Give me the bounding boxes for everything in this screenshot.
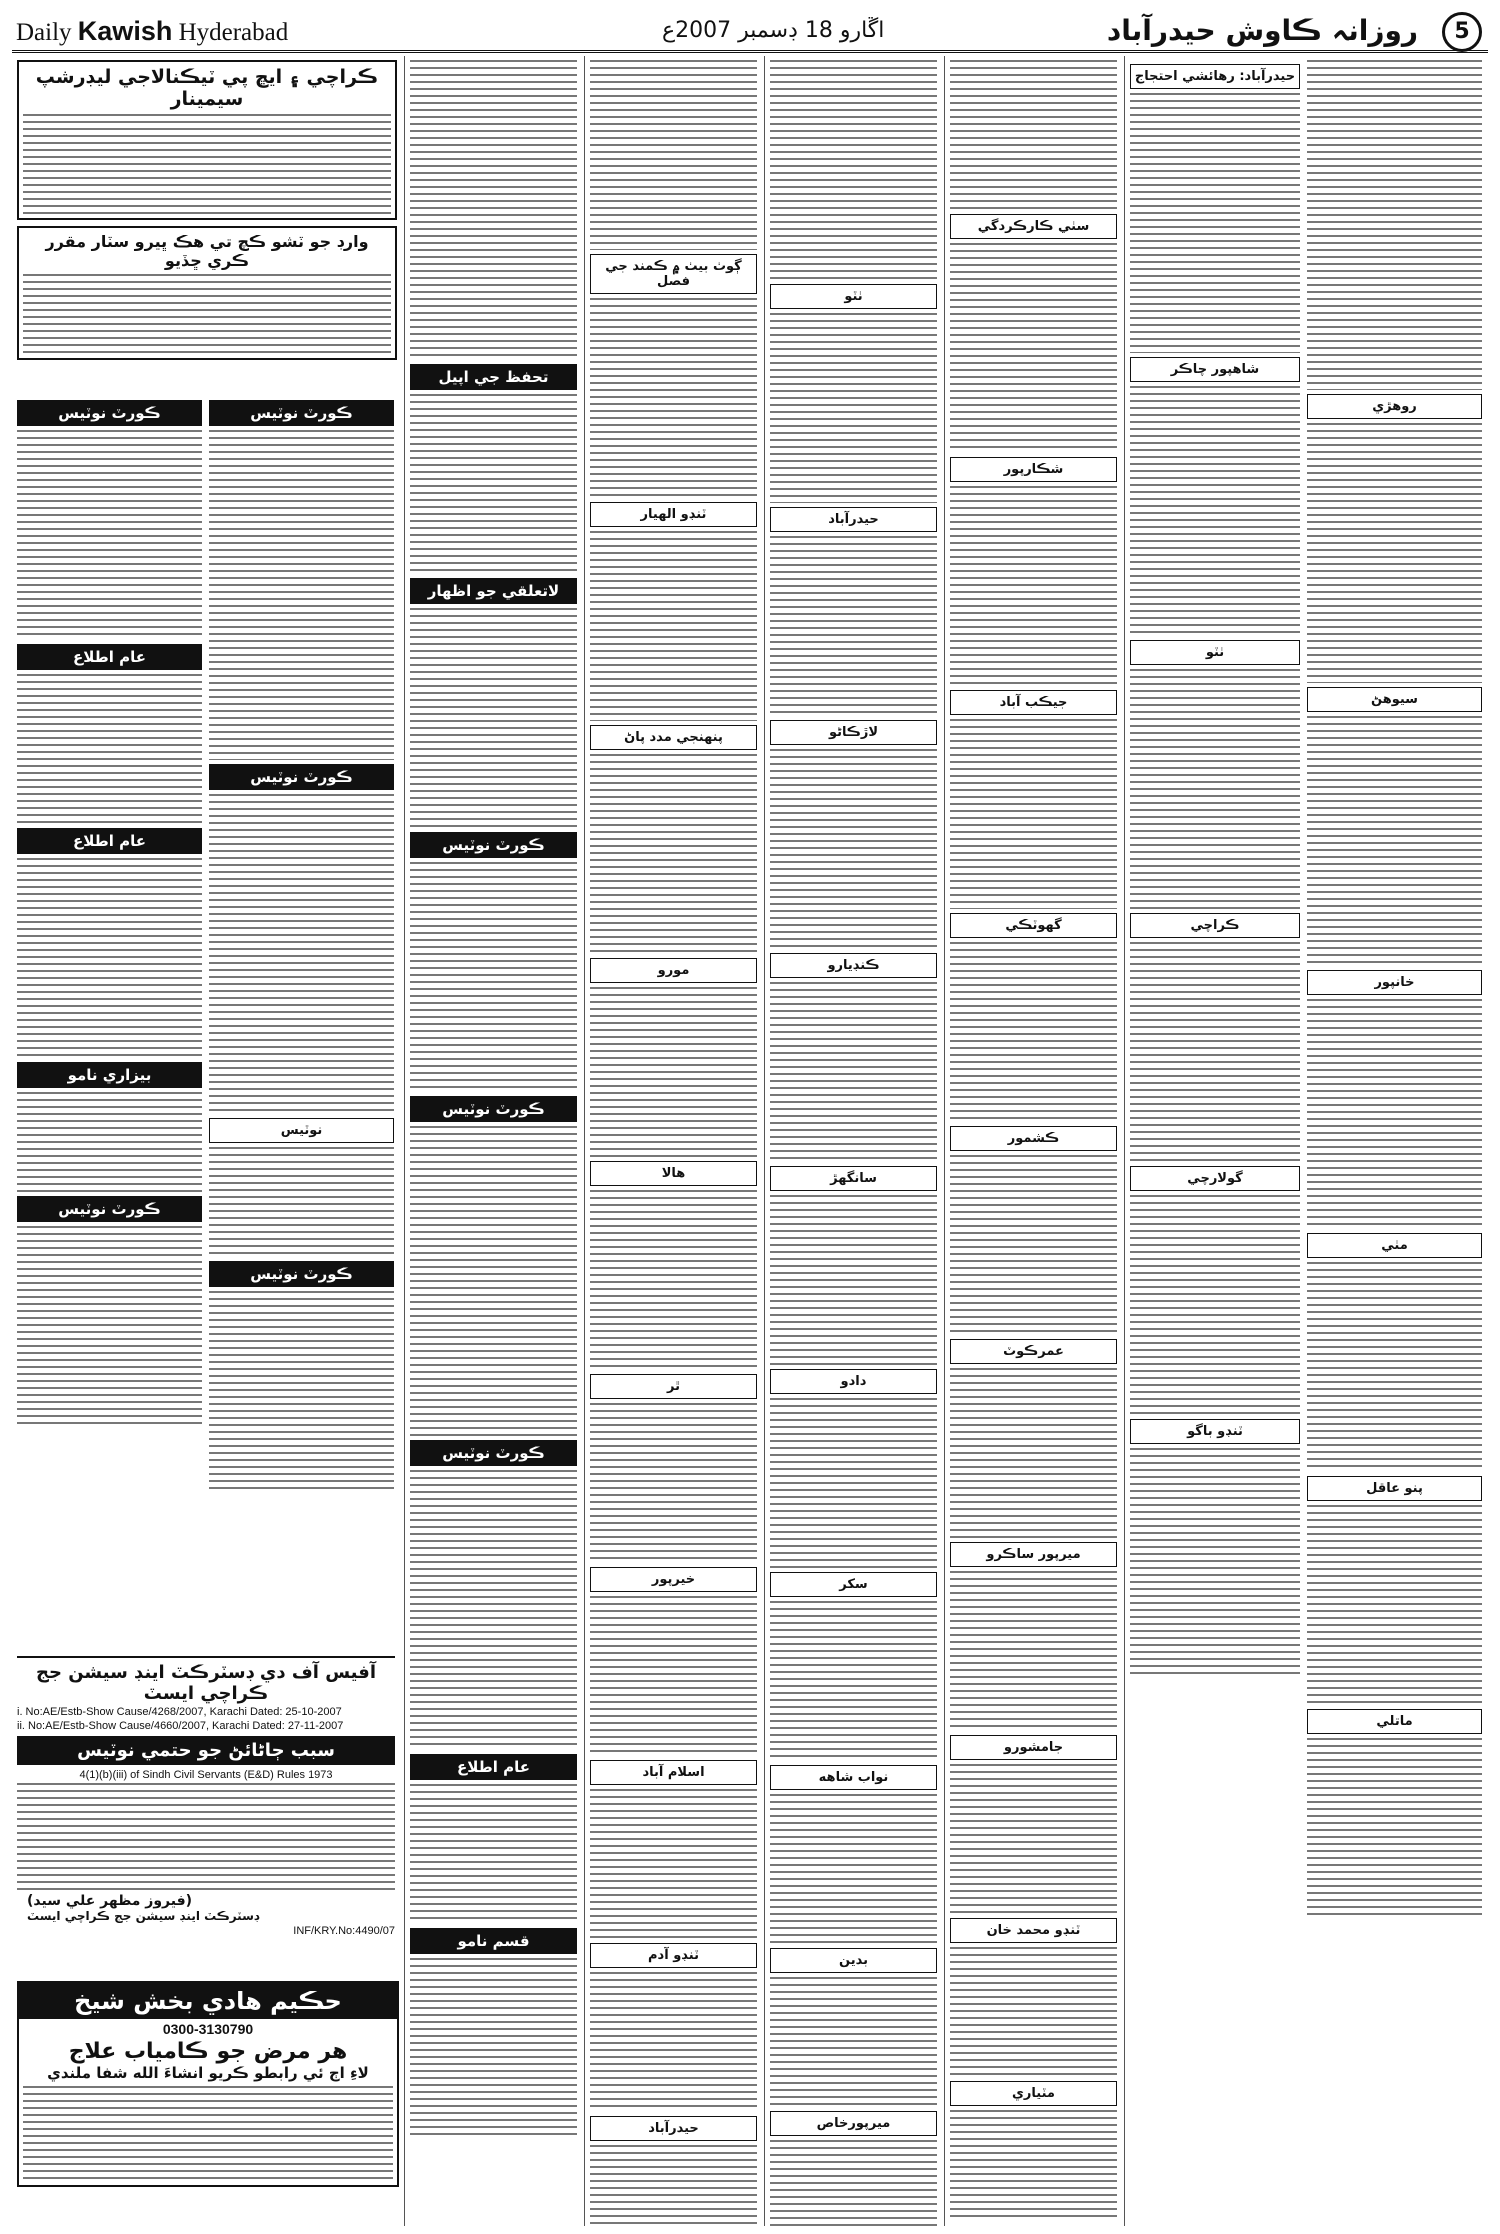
final-show-cause-title: سبب ڄاڻائڻ جو حتمي نوٽيس [17,1736,395,1765]
col5-head-1: سٺي ڪارڪردگي [950,214,1117,239]
inf-reference: INF/KRY.No:4490/07 [293,1925,395,1937]
col3-text-1 [590,60,757,250]
court-notice-text-1 [209,430,394,760]
col3-text-10 [590,1972,757,2112]
col6-head-7: روهڙي [1307,394,1482,419]
col5-head-3: جيڪب آباد [950,690,1117,715]
col5-head-8: جامشورو [950,1735,1117,1760]
col3-text-11 [590,2145,757,2226]
col6-left-stack [1130,60,1300,1678]
col3-text-2 [590,298,757,498]
col1-left-stack [209,396,394,1491]
col4-head-9: بدين [770,1948,937,1973]
col4-text-1 [770,60,937,280]
col5-head-10: مٽياري [950,2081,1117,2106]
col6-head-5: گولارچي [1130,1166,1300,1191]
hakeem-tagline-1: هر مرض جو ڪامياب علاج [68,2039,348,2064]
col6-text-12 [1307,1505,1482,1705]
col5-head-7: ميرپور ساڪرو [950,1542,1117,1567]
public-notice-heading: عام اطلاع [17,644,202,670]
col2-text-4 [410,862,577,1092]
title-prefix: Daily [16,19,72,46]
headline-ward: وارڊ جو ٽشو ڪچ تي هڪ ڀيرو سٽار مقرر ڪري ڇڏيو [45,232,369,270]
court-notice-text-4 [209,1291,394,1491]
col2-text-3 [410,608,577,828]
masthead [12,10,1488,53]
col6-text-2 [1130,386,1300,636]
col3-text-5 [590,987,757,1157]
col6-right-stack [1307,60,1482,1918]
court-notice-heading: ڪورٽ نوٽيس [17,400,202,426]
col4-head-5: سانگهڙ [770,1166,937,1191]
seminar-text [23,114,391,214]
col6-text-3 [1130,669,1300,909]
col3-text-8 [590,1596,757,1756]
col6-text-6 [1130,1448,1300,1678]
col6-head-4: ڪراچي [1130,913,1300,938]
col3-head-7: خيرپور [590,1567,757,1592]
col3-head-2: ٽنڊو الهيار [590,502,757,527]
disownment-heading: بيزاري نامو [17,1062,202,1088]
column-6 [1124,56,1488,2226]
col4-head-10: ميرپورخاص [770,2111,937,2136]
col6-text-4 [1130,942,1300,1162]
col6-text-8 [1307,423,1482,683]
col3-text-3 [590,531,757,721]
col4-text-5 [770,982,937,1162]
col5-head-5: ڪشمور [950,1126,1117,1151]
col4-text-7 [770,1398,937,1568]
col6-head-11: پنو عاقل [1307,1476,1482,1501]
page-columns [12,56,1488,2226]
column-4 [764,56,942,2226]
column-5 [944,56,1122,2226]
col5-head-9: ٽنڊو محمد خان [950,1918,1117,1943]
court-notice-heading-1: ڪورٽ نوٽيس [209,400,394,426]
newspaper-title-latin [16,16,288,47]
col5-head-4: گهوٽڪي [950,913,1117,938]
col6-text-10 [1307,999,1482,1229]
show-cause-body [17,1783,395,1893]
col4-text-8 [770,1601,937,1761]
col6-head-8: سيوهڻ [1307,687,1482,712]
col6-text-1 [1130,93,1300,353]
col2-text-2 [410,394,577,574]
col5-text-9 [950,1764,1117,1914]
disownment-text [17,1092,202,1192]
col5-text-7 [950,1368,1117,1538]
col6-head-6: ٽنڊو باگو [1130,1419,1300,1444]
col4-head-7: سکر [770,1572,937,1597]
notice-text [209,1147,394,1257]
col6-head-12: ماتلي [1307,1709,1482,1734]
ward-box [17,226,397,360]
public-notice-text-2 [17,858,202,1058]
column-2 [404,56,582,2226]
newspaper-title-urdu: روزانہ ڪاوش حيدرآباد [1106,14,1418,47]
col6-head-9: خانپور [1307,970,1482,995]
col5-text-11 [950,2110,1117,2220]
court-office-title: آفيس آف دي ڊسٽرڪٽ اينڊ سيشن جج ڪراچي ايسٽ [17,1656,395,1704]
col2-text-6 [410,1470,577,1750]
rule-reference: 4(1)(b)(iii) of Sindh Civil Servants (E&D) Rules 1973 [79,1769,333,1781]
case-number-1: i. No:AE/Estb-Show Cause/4268/2007, Karachi Dated: 25-10-2007 [17,1706,342,1718]
sessions-court-notice [17,1656,395,1939]
col3-text-4 [590,754,757,954]
col3-head-9: ٽنڊو آدم [590,1943,757,1968]
col2-court-heading-1: ڪورٽ نوٽيس [410,832,577,858]
col6-head-1: حيدرآباد: رهائشي احتجاج [1130,64,1300,89]
col3-head-6: ٿر [590,1374,757,1399]
col3-head-3: پنهنجي مدد پاڻ [590,725,757,750]
col3-head-8: اسلام آباد [590,1760,757,1785]
col2-public-notice-heading: عام اطلاع [410,1754,577,1780]
col5-text-6 [950,1155,1117,1335]
court-notice-heading-2: ڪورٽ نوٽيس [209,764,394,790]
col3-head-5: هالا [590,1161,757,1186]
col5-text-5 [950,942,1117,1122]
col5-text-2 [950,243,1117,453]
oath-heading: قسم نامو [410,1928,577,1954]
col5-text-3 [950,486,1117,686]
seminar-box [17,60,397,220]
col2-text-5 [410,1126,577,1436]
protection-appeal-heading: تحفظ جي اپيل [410,364,577,390]
court-notice-text-3 [17,1226,202,1426]
title-suffix: Hyderabad [178,19,289,46]
hakeem-tagline-2: لاءِ اڄ ئي رابطو ڪريو انشاءَ الله شفا ملندي [47,2064,369,2082]
col4-text-4 [770,749,937,949]
judge-role: ڊسٽرڪٽ اينڊ سيشن جج ڪراچي ايسٽ [27,1909,260,1923]
col5-text-1 [950,60,1117,210]
court-notice-text [17,430,202,640]
col4-head-4: ڪنڊيارو [770,953,937,978]
col1-right-stack [17,396,202,1426]
col6-head-3: ٺٽو [1130,640,1300,665]
col6-head-2: شاهپور چاڪر [1130,357,1300,382]
col4-head-1: ٺٽو [770,284,937,309]
column-1 [12,56,402,2226]
col4-head-8: نواب شاهه [770,1765,937,1790]
col6-text-5 [1130,1195,1300,1415]
public-notice-heading-2: عام اطلاع [17,828,202,854]
col2-text-7 [410,1784,577,1924]
col2-court-heading-2: ڪورٽ نوٽيس [410,1096,577,1122]
hakeem-ad [17,1981,399,2187]
col3-head-4: مورو [590,958,757,983]
headline-seminar: ڪراچي ۽ ايڇ پي ٽيڪنالاجي ليڊرشپ سيمينار [35,66,379,110]
col2-court-heading-3: ڪورٽ نوٽيس [410,1440,577,1466]
disassociation-heading: لاتعلقي جو اظهار [410,578,577,604]
col6-head-10: مٺي [1307,1233,1482,1258]
col5-text-8 [950,1571,1117,1731]
public-notice-text [17,674,202,824]
col5-head-6: عمرڪوٽ [950,1339,1117,1364]
col4-text-11 [770,2140,937,2226]
issue-date: اڱارو 18 ڊسمبر 2007ع [662,18,885,43]
hakeem-addresses [23,2086,393,2181]
col4-text-9 [770,1794,937,1944]
col4-text-6 [770,1195,937,1365]
notice-heading: نوٽيس [209,1118,394,1143]
col2-text-1 [410,60,577,360]
col4-text-10 [770,1977,937,2107]
col4-head-2: حيدرآباد [770,507,937,532]
col5-head-2: شڪارپور [950,457,1117,482]
col4-text-2 [770,313,937,503]
ward-text [23,274,391,354]
col6-text-9 [1307,716,1482,966]
col6-text-11 [1307,1262,1482,1472]
hakeem-name: حڪيم هادي بخش شيخ [19,1983,397,2019]
col3-head-10: حيدرآباد [590,2116,757,2141]
col3-text-6 [590,1190,757,1370]
col6-text-13 [1307,1738,1482,1918]
page-number: 5 [1442,12,1482,52]
title-brand: Kawish [77,16,173,46]
col4-head-6: دادو [770,1369,937,1394]
col3-text-9 [590,1789,757,1939]
col3-head-1: ڳوٺ بيٺ ۾ ڪمند جي فصل [590,254,757,294]
court-notice-heading-4: ڪورٽ نوٽيس [209,1261,394,1287]
col4-head-3: لاڙڪاڻو [770,720,937,745]
column-3 [584,56,762,2226]
col4-text-3 [770,536,937,716]
case-number-2: ii. No:AE/Estb-Show Cause/4660/2007, Karachi Dated: 27-11-2007 [17,1720,344,1732]
col5-text-4 [950,719,1117,909]
hakeem-phone: 0300-3130790 [162,2021,254,2037]
col6-text-7 [1307,60,1482,390]
court-notice-text-2 [209,794,394,1114]
col5-text-10 [950,1947,1117,2077]
col2-text-8 [410,1958,577,2138]
court-notice-heading-3: ڪورٽ نوٽيس [17,1196,202,1222]
judge-signature: (فيروز مظهر علي سيد) [27,1893,193,1909]
col3-text-7 [590,1403,757,1563]
